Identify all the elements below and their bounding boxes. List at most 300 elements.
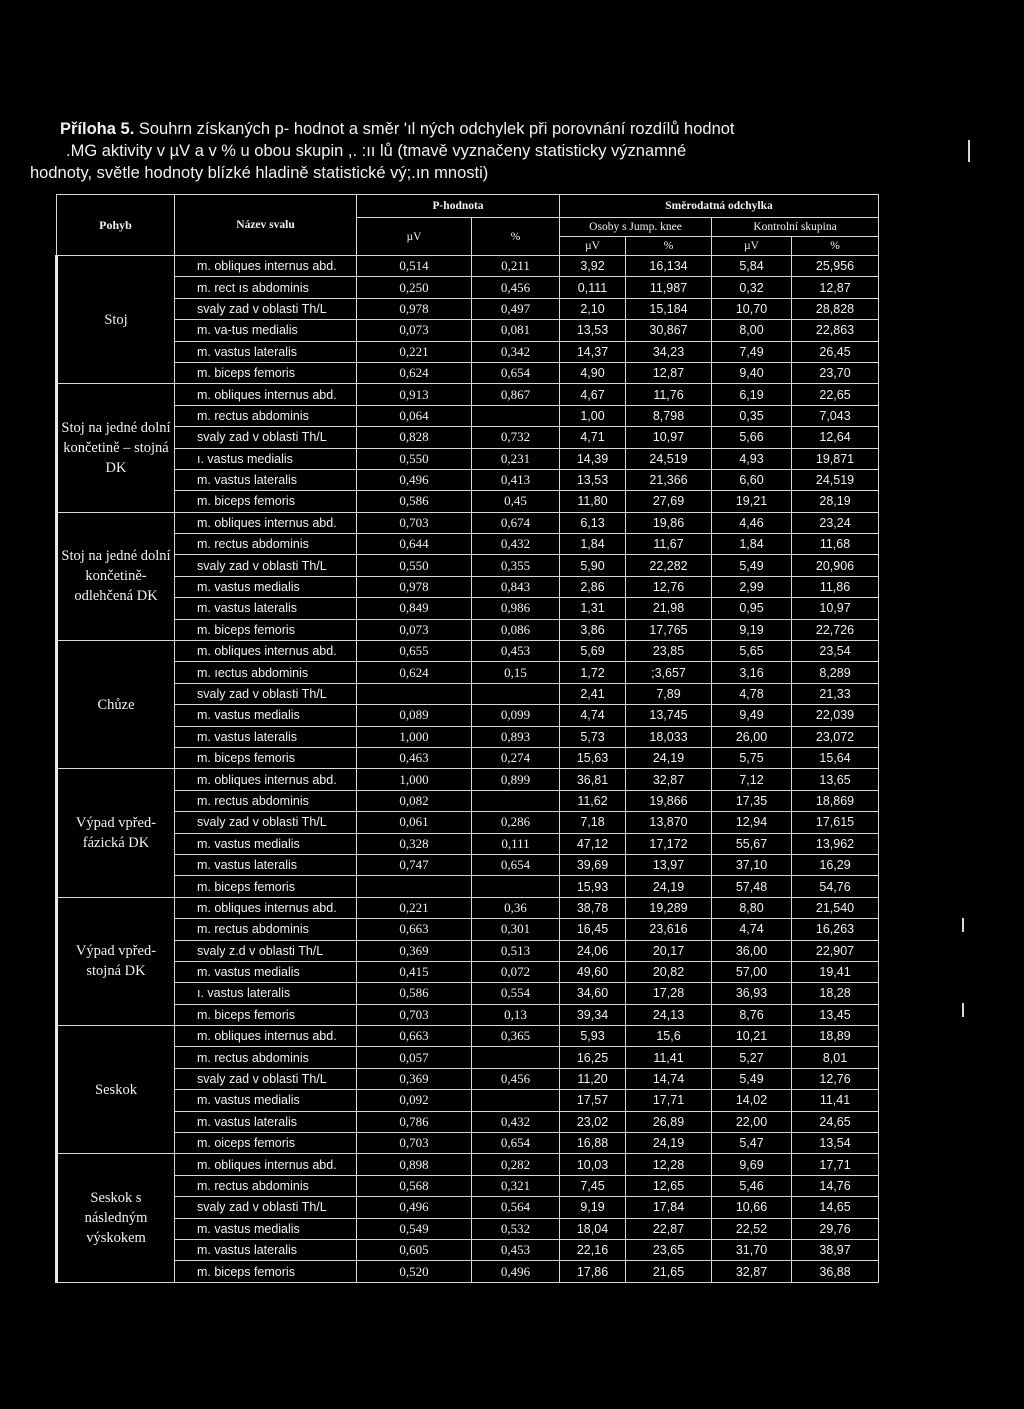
- muscle-name-cell: m. biceps femoris: [175, 1261, 357, 1282]
- kontrolni-pct-cell: 12,87: [792, 277, 879, 298]
- header-kontrolni-pct: %: [792, 237, 879, 256]
- p-pct-cell: 0,497: [472, 298, 560, 319]
- osoby-pct-cell: 19,866: [626, 790, 712, 811]
- kontrolni-pct-cell: 12,64: [792, 427, 879, 448]
- p-pct-cell: 0,321: [472, 1175, 560, 1196]
- osoby-pct-cell: 17,84: [626, 1197, 712, 1218]
- muscle-name-cell: m. vastus lateralis: [175, 854, 357, 875]
- table-row: [57, 448, 879, 469]
- kontrolni-pct-cell: 7,043: [792, 405, 879, 426]
- osoby-uv-cell: 1,84: [560, 534, 626, 555]
- muscle-name-cell: m. rectus abdominis: [175, 790, 357, 811]
- kontrolni-uv-cell: 5,49: [712, 1068, 792, 1089]
- p-pct-cell: 0,986: [472, 598, 560, 619]
- osoby-pct-cell: 22,87: [626, 1218, 712, 1239]
- muscle-name-cell: m. vastus medialis: [175, 705, 357, 726]
- p-uv-cell: 0,221: [357, 897, 472, 918]
- pohyb-label: Seskok: [57, 1026, 175, 1154]
- osoby-uv-cell: 1,31: [560, 598, 626, 619]
- osoby-uv-cell: 2,86: [560, 576, 626, 597]
- osoby-pct-cell: 17,172: [626, 833, 712, 854]
- kontrolni-uv-cell: 19,21: [712, 491, 792, 512]
- table-row: [57, 705, 879, 726]
- p-uv-cell: 0,496: [357, 469, 472, 490]
- osoby-uv-cell: 4,67: [560, 384, 626, 405]
- osoby-uv-cell: 22,16: [560, 1239, 626, 1260]
- osoby-pct-cell: 32,87: [626, 769, 712, 790]
- osoby-uv-cell: 34,60: [560, 983, 626, 1004]
- muscle-name-cell: svaly zad v oblasti Th/L: [175, 1068, 357, 1089]
- kontrolni-uv-cell: 1,84: [712, 534, 792, 555]
- p-pct-cell: [472, 1090, 560, 1111]
- muscle-name-cell: m. vastus lateralis: [175, 726, 357, 747]
- osoby-uv-cell: 39,69: [560, 854, 626, 875]
- kontrolni-pct-cell: 22,65: [792, 384, 879, 405]
- header-p-hodnota: P-hodnota: [357, 195, 560, 218]
- osoby-pct-cell: 13,97: [626, 854, 712, 875]
- kontrolni-uv-cell: 36,93: [712, 983, 792, 1004]
- table-row: [57, 277, 879, 298]
- osoby-pct-cell: 12,87: [626, 362, 712, 383]
- kontrolni-uv-cell: 4,93: [712, 448, 792, 469]
- p-pct-cell: 0,843: [472, 576, 560, 597]
- p-pct-cell: [472, 790, 560, 811]
- table-row: [57, 919, 879, 940]
- osoby-pct-cell: 19,289: [626, 897, 712, 918]
- osoby-uv-cell: 11,80: [560, 491, 626, 512]
- osoby-pct-cell: 10,97: [626, 427, 712, 448]
- muscle-name-cell: m. vastus lateralis: [175, 598, 357, 619]
- header-osoby-jump-knee: Osoby s Jump. knee: [560, 218, 712, 237]
- p-pct-cell: 0,072: [472, 961, 560, 982]
- p-pct-cell: 0,532: [472, 1218, 560, 1239]
- osoby-uv-cell: 39,34: [560, 1004, 626, 1025]
- p-pct-cell: 0,453: [472, 1239, 560, 1260]
- p-pct-cell: 0,513: [472, 940, 560, 961]
- scan-edge-mark: [962, 918, 964, 932]
- header-osoby-pct: %: [626, 237, 712, 256]
- osoby-pct-cell: 16,134: [626, 256, 712, 277]
- p-uv-cell: 0,550: [357, 448, 472, 469]
- osoby-uv-cell: 11,20: [560, 1068, 626, 1089]
- p-uv-cell: 0,520: [357, 1261, 472, 1282]
- header-p-uv: µV: [357, 218, 472, 256]
- kontrolni-uv-cell: 10,70: [712, 298, 792, 319]
- osoby-uv-cell: 9,19: [560, 1197, 626, 1218]
- osoby-uv-cell: 47,12: [560, 833, 626, 854]
- kontrolni-pct-cell: 8,01: [792, 1047, 879, 1068]
- osoby-uv-cell: 36,81: [560, 769, 626, 790]
- pohyb-label: Výpad vpřed- stojná DK: [57, 897, 175, 1025]
- osoby-pct-cell: 23,85: [626, 641, 712, 662]
- muscle-name-cell: m. rectus abdominis: [175, 919, 357, 940]
- p-uv-cell: 0,057: [357, 1047, 472, 1068]
- osoby-pct-cell: 15,184: [626, 298, 712, 319]
- muscle-name-cell: m. obliques internus abd.: [175, 384, 357, 405]
- kontrolni-uv-cell: 5,49: [712, 555, 792, 576]
- p-uv-cell: 0,828: [357, 427, 472, 448]
- results-table: [55, 194, 879, 1283]
- caption: [30, 118, 890, 184]
- p-pct-cell: 0,893: [472, 726, 560, 747]
- osoby-pct-cell: 34,23: [626, 341, 712, 362]
- kontrolni-pct-cell: 54,76: [792, 876, 879, 897]
- kontrolni-uv-cell: 32,87: [712, 1261, 792, 1282]
- kontrolni-pct-cell: 21,33: [792, 683, 879, 704]
- kontrolni-uv-cell: 5,75: [712, 747, 792, 768]
- kontrolni-uv-cell: 9,69: [712, 1154, 792, 1175]
- osoby-uv-cell: 16,25: [560, 1047, 626, 1068]
- kontrolni-pct-cell: 16,263: [792, 919, 879, 940]
- table-row: [57, 427, 879, 448]
- muscle-name-cell: m. oiceps femoris: [175, 1133, 357, 1154]
- p-uv-cell: 0,369: [357, 1068, 472, 1089]
- table-row: [57, 1197, 879, 1218]
- muscle-name-cell: m. vastus medialis: [175, 576, 357, 597]
- osoby-uv-cell: 16,45: [560, 919, 626, 940]
- kontrolni-pct-cell: 26,45: [792, 341, 879, 362]
- kontrolni-uv-cell: 31,70: [712, 1239, 792, 1260]
- osoby-uv-cell: 13,53: [560, 469, 626, 490]
- table-row: [57, 1261, 879, 1282]
- osoby-pct-cell: 23,65: [626, 1239, 712, 1260]
- muscle-name-cell: m. obliques internus abd.: [175, 897, 357, 918]
- osoby-uv-cell: 6,13: [560, 512, 626, 533]
- table-row: [57, 619, 879, 640]
- muscle-name-cell: m. obliques internus abd.: [175, 641, 357, 662]
- table-row: [57, 1154, 879, 1175]
- kontrolni-pct-cell: 15,64: [792, 747, 879, 768]
- table-row: [57, 790, 879, 811]
- p-uv-cell: 0,073: [357, 320, 472, 341]
- p-pct-cell: 0,674: [472, 512, 560, 533]
- kontrolni-uv-cell: 10,66: [712, 1197, 792, 1218]
- kontrolni-pct-cell: 13,65: [792, 769, 879, 790]
- table-row: [57, 1175, 879, 1196]
- kontrolni-pct-cell: 29,76: [792, 1218, 879, 1239]
- osoby-pct-cell: 21,98: [626, 598, 712, 619]
- table-row: [57, 961, 879, 982]
- kontrolni-uv-cell: 8,00: [712, 320, 792, 341]
- p-pct-cell: 0,456: [472, 1068, 560, 1089]
- osoby-uv-cell: 5,90: [560, 555, 626, 576]
- table-row: [57, 598, 879, 619]
- muscle-name-cell: svaly zad v oblasti Th/L: [175, 555, 357, 576]
- table-row: [57, 555, 879, 576]
- osoby-uv-cell: 18,04: [560, 1218, 626, 1239]
- p-pct-cell: 0,081: [472, 320, 560, 341]
- table-row: [57, 1111, 879, 1132]
- table-row: [57, 1068, 879, 1089]
- osoby-pct-cell: 11,41: [626, 1047, 712, 1068]
- osoby-uv-cell: 1,72: [560, 662, 626, 683]
- p-uv-cell: 0,913: [357, 384, 472, 405]
- muscle-name-cell: m. biceps femoris: [175, 876, 357, 897]
- kontrolni-pct-cell: 22,039: [792, 705, 879, 726]
- osoby-pct-cell: 19,86: [626, 512, 712, 533]
- kontrolni-pct-cell: 20,906: [792, 555, 879, 576]
- kontrolni-pct-cell: 24,519: [792, 469, 879, 490]
- p-pct-cell: 0,45: [472, 491, 560, 512]
- osoby-pct-cell: 7,89: [626, 683, 712, 704]
- p-uv-cell: [357, 876, 472, 897]
- p-pct-cell: 0,099: [472, 705, 560, 726]
- pohyb-label: Výpad vpřed- fázická DK: [57, 769, 175, 897]
- osoby-pct-cell: 12,28: [626, 1154, 712, 1175]
- p-uv-cell: 0,624: [357, 362, 472, 383]
- kontrolni-pct-cell: 38,97: [792, 1239, 879, 1260]
- p-uv-cell: 0,061: [357, 812, 472, 833]
- caption-line-1: [30, 118, 890, 140]
- kontrolni-pct-cell: 10,97: [792, 598, 879, 619]
- p-uv-cell: 0,463: [357, 747, 472, 768]
- p-uv-cell: 0,703: [357, 1133, 472, 1154]
- table-row: [57, 683, 879, 704]
- p-uv-cell: 0,496: [357, 1197, 472, 1218]
- kontrolni-uv-cell: 7,12: [712, 769, 792, 790]
- muscle-name-cell: svaly zad v oblasti Th/L: [175, 683, 357, 704]
- table-row: [57, 747, 879, 768]
- osoby-uv-cell: 38,78: [560, 897, 626, 918]
- p-uv-cell: 0,978: [357, 576, 472, 597]
- p-uv-cell: 1,000: [357, 726, 472, 747]
- p-uv-cell: 0,663: [357, 1026, 472, 1047]
- osoby-uv-cell: 2,41: [560, 683, 626, 704]
- kontrolni-uv-cell: 37,10: [712, 854, 792, 875]
- osoby-pct-cell: 14,74: [626, 1068, 712, 1089]
- p-pct-cell: [472, 683, 560, 704]
- osoby-uv-cell: 10,03: [560, 1154, 626, 1175]
- table-row: [57, 1218, 879, 1239]
- p-pct-cell: 0,496: [472, 1261, 560, 1282]
- kontrolni-pct-cell: 8,289: [792, 662, 879, 683]
- muscle-name-cell: m. obliques internus abd.: [175, 1026, 357, 1047]
- osoby-pct-cell: 17,28: [626, 983, 712, 1004]
- kontrolni-pct-cell: 13,962: [792, 833, 879, 854]
- table-row: [57, 1090, 879, 1111]
- caption-line-1-text: Souhrn získaných p- hodnot a směr 'ıl ných odchylek při porovnání rozdílů hodnot: [134, 120, 735, 138]
- p-pct-cell: 0,654: [472, 854, 560, 875]
- p-pct-cell: 0,231: [472, 448, 560, 469]
- muscle-name-cell: m. obliques internus abd.: [175, 256, 357, 277]
- osoby-uv-cell: 5,69: [560, 641, 626, 662]
- kontrolni-uv-cell: 10,21: [712, 1026, 792, 1047]
- kontrolni-pct-cell: 36,88: [792, 1261, 879, 1282]
- p-pct-cell: 0,432: [472, 1111, 560, 1132]
- osoby-uv-cell: 16,88: [560, 1133, 626, 1154]
- kontrolni-uv-cell: 22,00: [712, 1111, 792, 1132]
- osoby-uv-cell: 5,73: [560, 726, 626, 747]
- osoby-pct-cell: 18,033: [626, 726, 712, 747]
- kontrolni-uv-cell: 9,19: [712, 619, 792, 640]
- p-uv-cell: 0,586: [357, 983, 472, 1004]
- p-uv-cell: 0,786: [357, 1111, 472, 1132]
- osoby-uv-cell: 4,71: [560, 427, 626, 448]
- kontrolni-uv-cell: 0,32: [712, 277, 792, 298]
- pohyb-label: Stoj: [57, 256, 175, 384]
- osoby-pct-cell: 24,19: [626, 747, 712, 768]
- muscle-name-cell: m. vastus medialis: [175, 1090, 357, 1111]
- kontrolni-pct-cell: 11,41: [792, 1090, 879, 1111]
- osoby-pct-cell: 20,82: [626, 961, 712, 982]
- kontrolni-pct-cell: 19,41: [792, 961, 879, 982]
- p-pct-cell: 0,899: [472, 769, 560, 790]
- p-pct-cell: 0,36: [472, 897, 560, 918]
- kontrolni-uv-cell: 14,02: [712, 1090, 792, 1111]
- table-row: [57, 662, 879, 683]
- muscle-name-cell: m. va-tus medialis: [175, 320, 357, 341]
- osoby-pct-cell: 8,798: [626, 405, 712, 426]
- kontrolni-uv-cell: 5,65: [712, 641, 792, 662]
- osoby-uv-cell: 5,93: [560, 1026, 626, 1047]
- table-row: [57, 1133, 879, 1154]
- kontrolni-uv-cell: 22,52: [712, 1218, 792, 1239]
- table-row: [57, 491, 879, 512]
- p-pct-cell: 0,413: [472, 469, 560, 490]
- kontrolni-uv-cell: 5,27: [712, 1047, 792, 1068]
- p-pct-cell: 0,342: [472, 341, 560, 362]
- muscle-name-cell: m. vastus lateralis: [175, 469, 357, 490]
- p-uv-cell: [357, 683, 472, 704]
- muscle-name-cell: m. biceps femoris: [175, 619, 357, 640]
- p-pct-cell: 0,111: [472, 833, 560, 854]
- p-uv-cell: 0,369: [357, 940, 472, 961]
- p-pct-cell: 0,453: [472, 641, 560, 662]
- muscle-name-cell: m. vastus lateralis: [175, 1111, 357, 1132]
- kontrolni-pct-cell: 13,54: [792, 1133, 879, 1154]
- muscle-name-cell: m. biceps femoris: [175, 1004, 357, 1025]
- kontrolni-pct-cell: 17,615: [792, 812, 879, 833]
- osoby-uv-cell: 3,92: [560, 256, 626, 277]
- p-uv-cell: 0,586: [357, 491, 472, 512]
- table-row: [57, 726, 879, 747]
- kontrolni-uv-cell: 3,16: [712, 662, 792, 683]
- muscle-name-cell: m. vastus medialis: [175, 961, 357, 982]
- p-pct-cell: 0,301: [472, 919, 560, 940]
- p-uv-cell: 0,082: [357, 790, 472, 811]
- p-uv-cell: 0,328: [357, 833, 472, 854]
- table-row: [57, 384, 879, 405]
- kontrolni-pct-cell: 14,76: [792, 1175, 879, 1196]
- muscle-name-cell: m. obliques internus abd.: [175, 769, 357, 790]
- osoby-uv-cell: 7,45: [560, 1175, 626, 1196]
- p-uv-cell: 0,898: [357, 1154, 472, 1175]
- table-row: [57, 1047, 879, 1068]
- table-row: [57, 641, 879, 662]
- p-pct-cell: 0,286: [472, 812, 560, 833]
- kontrolni-pct-cell: 22,726: [792, 619, 879, 640]
- kontrolni-pct-cell: 13,45: [792, 1004, 879, 1025]
- p-pct-cell: 0,654: [472, 1133, 560, 1154]
- table-row: [57, 1239, 879, 1260]
- p-uv-cell: 0,092: [357, 1090, 472, 1111]
- osoby-uv-cell: 14,37: [560, 341, 626, 362]
- kontrolni-pct-cell: 23,54: [792, 641, 879, 662]
- p-uv-cell: 0,624: [357, 662, 472, 683]
- kontrolni-uv-cell: 4,78: [712, 683, 792, 704]
- table-row: [57, 469, 879, 490]
- p-uv-cell: 0,514: [357, 256, 472, 277]
- table-row: [57, 298, 879, 319]
- muscle-name-cell: m. rectus abdominis: [175, 1047, 357, 1068]
- muscle-name-cell: m. obliques internus abd.: [175, 1154, 357, 1175]
- p-pct-cell: 0,365: [472, 1026, 560, 1047]
- kontrolni-uv-cell: 57,48: [712, 876, 792, 897]
- p-pct-cell: 0,13: [472, 1004, 560, 1025]
- osoby-pct-cell: 11,987: [626, 277, 712, 298]
- table-row: [57, 576, 879, 597]
- osoby-uv-cell: 3,86: [560, 619, 626, 640]
- muscle-name-cell: m. rectus abdominis: [175, 534, 357, 555]
- kontrolni-pct-cell: 18,89: [792, 1026, 879, 1047]
- kontrolni-uv-cell: 4,46: [712, 512, 792, 533]
- kontrolni-uv-cell: 26,00: [712, 726, 792, 747]
- osoby-pct-cell: 20,17: [626, 940, 712, 961]
- table-row: [57, 1004, 879, 1025]
- p-pct-cell: 0,732: [472, 427, 560, 448]
- osoby-pct-cell: 22,282: [626, 555, 712, 576]
- table-row: [57, 854, 879, 875]
- muscle-name-cell: m. vastus medialis: [175, 1218, 357, 1239]
- osoby-pct-cell: 13,870: [626, 812, 712, 833]
- p-pct-cell: 0,15: [472, 662, 560, 683]
- p-pct-cell: 0,086: [472, 619, 560, 640]
- osoby-pct-cell: 11,76: [626, 384, 712, 405]
- caption-line-3: hodnoty, světle hodnoty blízké hladině statistické vý;.ın mnosti): [30, 164, 489, 182]
- p-uv-cell: 0,073: [357, 619, 472, 640]
- kontrolni-pct-cell: 23,70: [792, 362, 879, 383]
- osoby-pct-cell: 24,19: [626, 1133, 712, 1154]
- osoby-uv-cell: 15,93: [560, 876, 626, 897]
- kontrolni-uv-cell: 9,49: [712, 705, 792, 726]
- kontrolni-pct-cell: 11,86: [792, 576, 879, 597]
- p-pct-cell: 0,867: [472, 384, 560, 405]
- osoby-pct-cell: 27,69: [626, 491, 712, 512]
- osoby-uv-cell: 17,86: [560, 1261, 626, 1282]
- osoby-pct-cell: 13,745: [626, 705, 712, 726]
- kontrolni-pct-cell: 23,072: [792, 726, 879, 747]
- osoby-pct-cell: 24,13: [626, 1004, 712, 1025]
- table-row: [57, 256, 879, 277]
- p-pct-cell: 0,432: [472, 534, 560, 555]
- pohyb-label: Stoj na jedné dolní končetině- odlehčená DK: [57, 512, 175, 640]
- kontrolni-pct-cell: 28,19: [792, 491, 879, 512]
- osoby-uv-cell: 4,90: [560, 362, 626, 383]
- table-row: [57, 405, 879, 426]
- p-uv-cell: 0,849: [357, 598, 472, 619]
- osoby-pct-cell: 12,76: [626, 576, 712, 597]
- kontrolni-pct-cell: 18,28: [792, 983, 879, 1004]
- p-pct-cell: 0,211: [472, 256, 560, 277]
- scan-edge-mark: [962, 1003, 964, 1017]
- table-row: [57, 833, 879, 854]
- kontrolni-uv-cell: 17,35: [712, 790, 792, 811]
- osoby-uv-cell: 14,39: [560, 448, 626, 469]
- table-row: [57, 512, 879, 533]
- osoby-uv-cell: 15,63: [560, 747, 626, 768]
- p-pct-cell: [472, 876, 560, 897]
- p-pct-cell: 0,654: [472, 362, 560, 383]
- kontrolni-pct-cell: 22,863: [792, 320, 879, 341]
- p-uv-cell: 0,568: [357, 1175, 472, 1196]
- kontrolni-uv-cell: 0,35: [712, 405, 792, 426]
- p-uv-cell: 0,064: [357, 405, 472, 426]
- muscle-name-cell: m. obliques internus abd.: [175, 512, 357, 533]
- p-pct-cell: 0,554: [472, 983, 560, 1004]
- kontrolni-pct-cell: 24,65: [792, 1111, 879, 1132]
- osoby-uv-cell: 11,62: [560, 790, 626, 811]
- osoby-uv-cell: 7,18: [560, 812, 626, 833]
